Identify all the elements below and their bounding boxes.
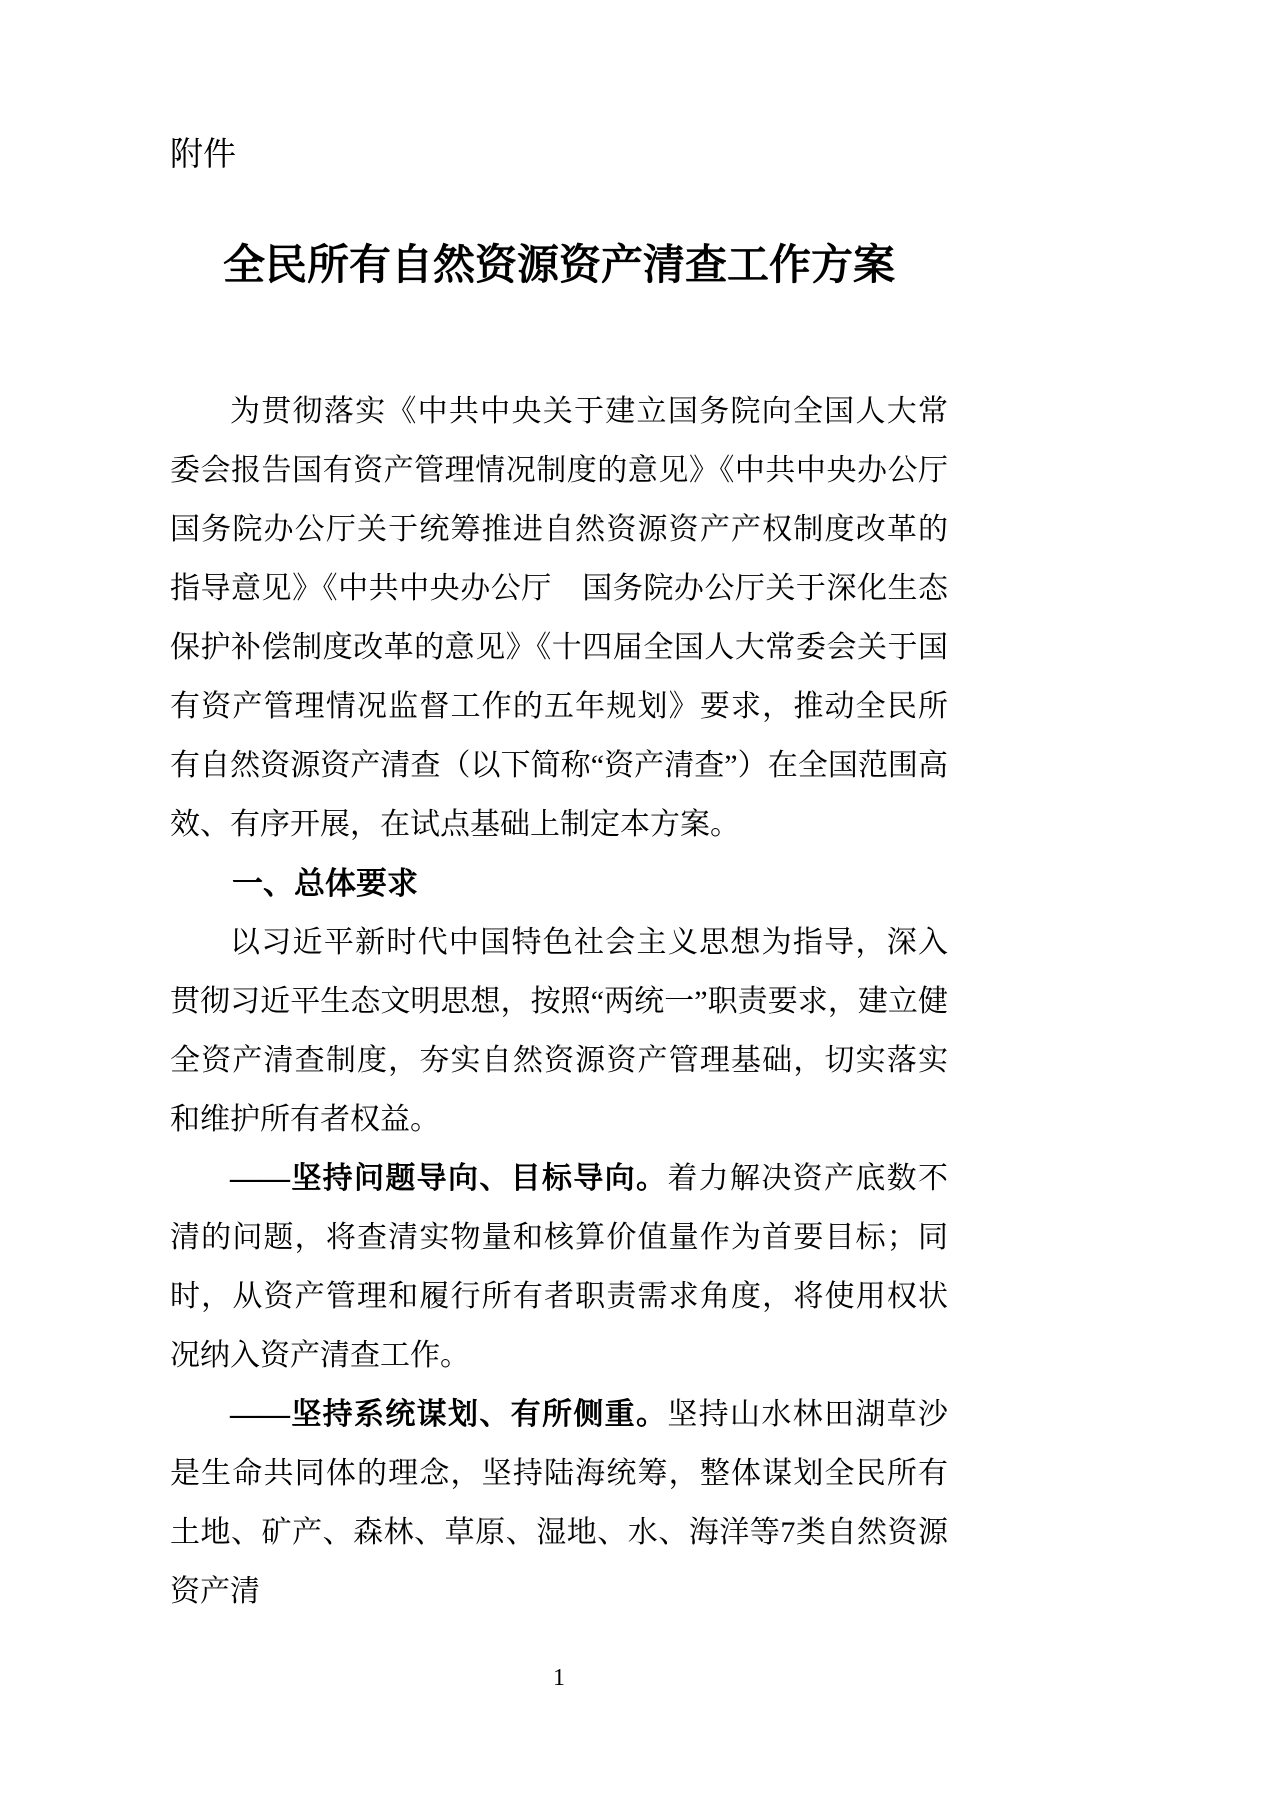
page-number: 1	[553, 1665, 565, 1691]
page-content	[170, 0, 978, 1621]
principle-1-text: 着力解决资产底数不清的问题，将查清实物量和核算价值量作为首要目标；同时，从资产管理和履行所有者职责需求角度，将使用权状况纳入资产清查工作。	[170, 1162, 949, 1372]
intro-paragraph: 为贯彻落实《中共中央关于建立国务院向全国人大常委会报告国有资产管理情况制度的意见》《中共中央办公厅 国务院办公厅关于统筹推进自然资源资产产权制度改革的指导意见》《中共中央办公厅 国务院办公厅关于深化生态保护补偿制度改革的意见》《十四届全国人大常委会关于国有资产管理情况监督工作的五年规划》要求，推动全民所有自然资源资产清查（以下简称“资产清查”）在全国范围高效、有序开展，在试点基础上制定本方案。	[170, 395, 978, 841]
document-body	[170, 382, 978, 1621]
principle-2-lead: ——坚持系统谋划、有所侧重。	[230, 1398, 668, 1431]
principle-1-lead: ——坚持问题导向、目标导向。	[230, 1162, 668, 1195]
section1-paragraph: 以习近平新时代中国特色社会主义思想为指导，深入贯彻习近平生态文明思想，按照“两统一”职责要求，建立健全资产清查制度，夯实自然资源资产管理基础，切实落实和维护所有者权益。	[170, 926, 948, 1136]
principle-paragraph-1	[170, 1149, 948, 1385]
attachment-label: 附件	[170, 135, 236, 172]
principle-2-text: 坚持山水林田湖草沙是生命共同体的理念，坚持陆海统筹，整体谋划全民所有土地、矿产、森林、草原、湿地、水、海洋等7类自然资源资产清	[170, 1398, 949, 1608]
principle-paragraph-2	[170, 1385, 948, 1621]
document-title: 全民所有自然资源资产清查工作方案	[222, 243, 895, 289]
section-heading-overall-requirements: 一、总体要求	[232, 866, 418, 901]
